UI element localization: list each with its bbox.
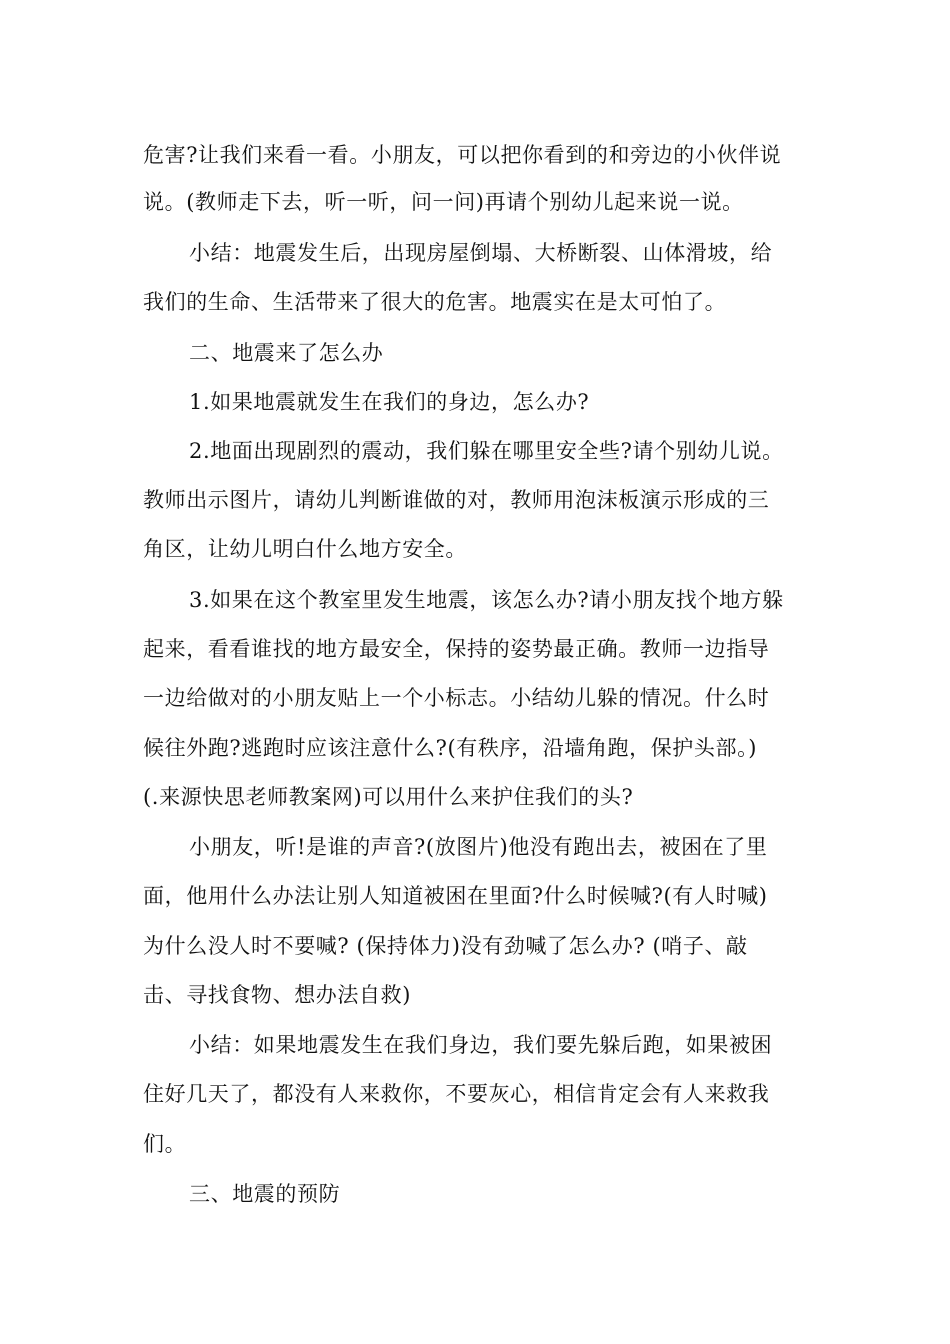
text-line: 一边给做对的小朋友贴上一个小标志。小结幼儿躲的情况。什么时	[143, 686, 770, 710]
text-line: 小结：如果地震发生在我们身边，我们要先躲后跑，如果被困	[189, 1033, 773, 1057]
section-heading: 三、地震的预防	[189, 1182, 341, 1206]
text-line: 击、寻找食物、想办法自救)	[143, 983, 411, 1007]
text-line: 危害?让我们来看一看。小朋友，可以把你看到的和旁边的小伙伴说	[143, 143, 782, 167]
text-line: 面，他用什么办法让别人知道被困在里面?什么时候喊?(有人时喊)	[143, 884, 768, 908]
text-line: 起来，看看谁找的地方最安全，保持的姿势最正确。教师一边指导	[143, 637, 770, 661]
text-line: 我们的生命、生活带来了很大的危害。地震实在是太可怕了。	[143, 290, 727, 314]
section-heading: 二、地震来了怎么办	[189, 341, 384, 365]
text-line: 们。	[143, 1132, 187, 1156]
text-line: 2.地面出现剧烈的震动，我们躲在哪里安全些?请个别幼儿说。	[189, 439, 784, 463]
text-line: 3.如果在这个教室里发生地震，该怎么办?请小朋友找个地方躲	[189, 588, 784, 612]
text-line: 教师出示图片，请幼儿判断谁做的对，教师用泡沫板演示形成的三	[143, 488, 770, 512]
text-line: 住好几天了，都没有人来救你，不要灰心，相信肯定会有人来救我	[143, 1082, 770, 1106]
text-line: (.来源快思老师教案网)可以用什么来护住我们的头?	[143, 785, 634, 809]
text-line: 说。(教师走下去，听一听，问一问)再请个别幼儿起来说一说。	[143, 190, 744, 214]
text-line: 候往外跑?逃跑时应该注意什么?(有秩序，沿墙角跑，保护头部。)	[143, 736, 758, 760]
text-line: 小结：地震发生后，出现房屋倒塌、大桥断裂、山体滑坡，给	[189, 241, 773, 265]
text-line: 角区，让幼儿明白什么地方安全。	[143, 537, 467, 561]
text-line: 小朋友，听!是谁的声音?(放图片)他没有跑出去，被困在了里	[189, 835, 768, 859]
text-line: 为什么没人时不要喊? (保持体力)没有劲喊了怎么办? (哨子、敲	[143, 934, 748, 958]
text-line: 1.如果地震就发生在我们的身边，怎么办?	[189, 390, 590, 414]
